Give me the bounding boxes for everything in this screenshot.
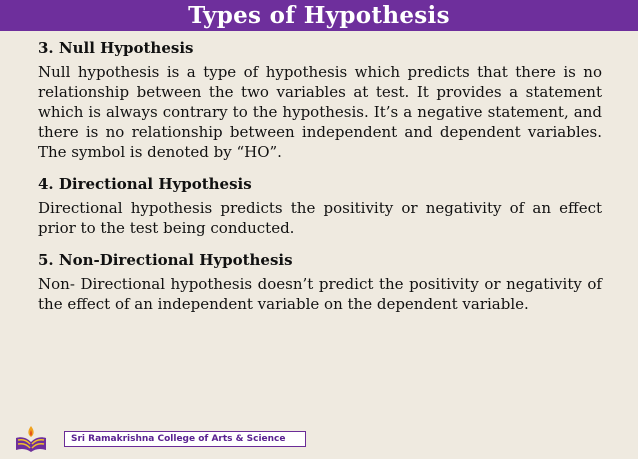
section-heading: 4. Directional Hypothesis (38, 175, 252, 193)
title-bar (0, 0, 638, 31)
section-body: Null hypothesis is a type of hypothesis which predicts that there is no relationship between the two variables at test. It provides a statement which is always contrary to the hypothesis. It’s a negative statement, and there is no relationship between independent and dependent variables. The symbol is denoted by “HO”. (38, 63, 602, 161)
book-flame-logo-icon (14, 424, 48, 454)
slide-content (38, 38, 602, 326)
section-heading: 3. Null Hypothesis (38, 39, 194, 57)
section-body: Non- Directional hypothesis doesn’t predict the positivity or negativity of the effect of an independent variable on the dependent variable. (38, 275, 602, 313)
section-body: Directional hypothesis predicts the positivity or negativity of an effect prior to the test being conducted. (38, 199, 602, 237)
section-null-hypothesis (38, 38, 602, 162)
institution-name: Sri Ramakrishna College of Arts & Science (71, 434, 286, 444)
section-directional-hypothesis (38, 174, 602, 238)
section-non-directional-hypothesis (38, 250, 602, 314)
institution-banner (64, 431, 306, 447)
section-heading: 5. Non-Directional Hypothesis (38, 251, 293, 269)
slide-title: Types of Hypothesis (188, 2, 450, 29)
